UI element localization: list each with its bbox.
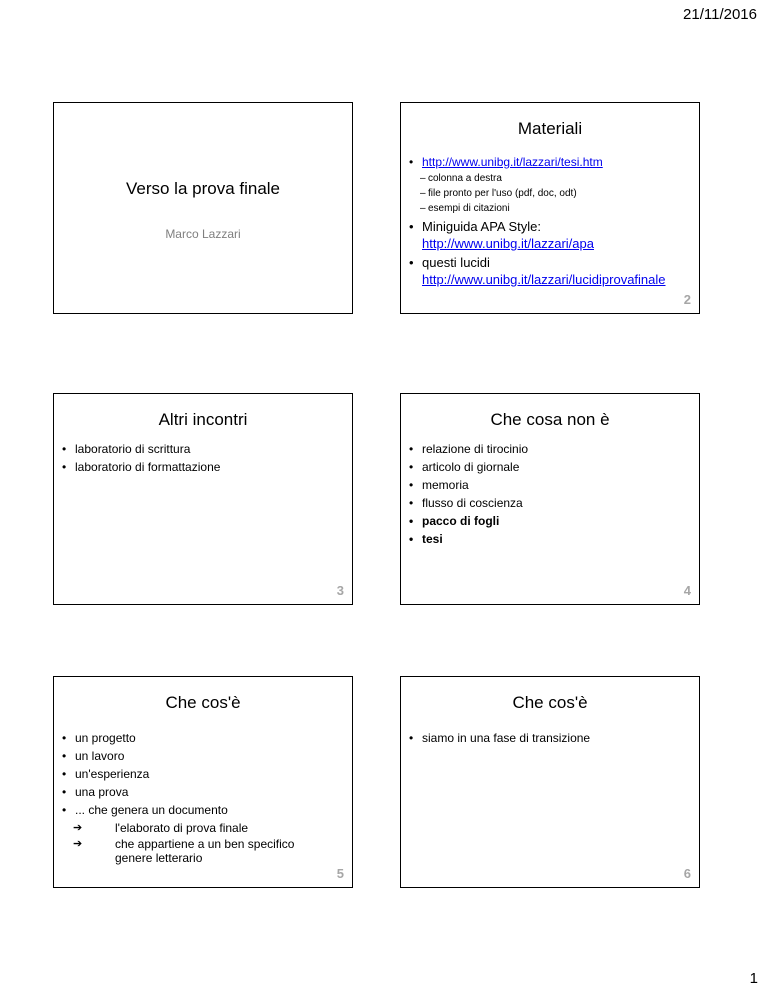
slide-title: Che cos'è bbox=[165, 693, 241, 712]
slide-1 bbox=[53, 102, 353, 314]
slide-title: Materiali bbox=[517, 119, 583, 138]
list-item: • relazione di tirocinio bbox=[408, 440, 695, 458]
list-item: • memoria bbox=[408, 476, 695, 494]
header-date: 21/11/2016 bbox=[683, 6, 757, 23]
bullet-list bbox=[408, 153, 695, 288]
list-item: • un'esperienza bbox=[61, 765, 348, 783]
link[interactable]: http://www.unibg.it/lazzari/apa bbox=[422, 236, 594, 251]
slide-number: 2 bbox=[683, 292, 691, 307]
slide-number: 6 bbox=[683, 866, 691, 881]
list-item: • tesi bbox=[408, 530, 695, 548]
slide-5 bbox=[53, 676, 353, 888]
list-item: • flusso di coscienza bbox=[408, 494, 695, 512]
bullet-list bbox=[408, 440, 695, 548]
list-item bbox=[408, 254, 695, 288]
bullet-list bbox=[61, 729, 348, 865]
slide-title: Altri incontri bbox=[158, 410, 248, 429]
list-item: • un lavoro bbox=[61, 747, 348, 765]
list-item: • una prova bbox=[61, 783, 348, 801]
slide-6 bbox=[400, 676, 700, 888]
list-item: • siamo in una fase di transizione bbox=[408, 729, 695, 747]
slide-title: Verso la prova finale bbox=[125, 179, 281, 198]
link[interactable]: http://www.unibg.it/lazzari/tesi.htm bbox=[422, 155, 603, 169]
slide-number: 5 bbox=[336, 866, 344, 881]
list-item: • laboratorio di formattazione bbox=[61, 458, 348, 476]
list-item: • un progetto bbox=[61, 729, 348, 747]
slide-2 bbox=[400, 102, 700, 314]
list-item bbox=[408, 218, 695, 252]
list-item: • ... che genera un documento bbox=[61, 801, 348, 819]
bullet-list bbox=[408, 729, 695, 747]
list-item: – file pronto per l'uso (pdf, doc, odt) bbox=[408, 186, 695, 201]
list-item[interactable] bbox=[408, 153, 695, 171]
item-text: questi lucidi bbox=[422, 255, 490, 270]
list-item: – colonna a destra bbox=[408, 171, 695, 186]
list-item: • laboratorio di scrittura bbox=[61, 440, 348, 458]
link[interactable]: http://www.unibg.it/lazzari/lucidiprovafinale bbox=[422, 272, 666, 287]
list-item: • pacco di fogli bbox=[408, 512, 695, 530]
slide-4 bbox=[400, 393, 700, 605]
slide-number: 4 bbox=[683, 583, 691, 598]
list-item: ➔ che appartiene a un ben specifico genere letterario bbox=[61, 837, 348, 865]
list-item: • articolo di giornale bbox=[408, 458, 695, 476]
slide-title: Che cos'è bbox=[512, 693, 588, 712]
page-number: 1 bbox=[749, 970, 758, 987]
bullet-list bbox=[61, 440, 348, 476]
item-text: Miniguida APA Style: bbox=[422, 219, 541, 234]
list-item: – esempi di citazioni bbox=[408, 201, 695, 216]
list-item: ➔ l'elaborato di prova finale bbox=[61, 821, 348, 835]
slide-number: 3 bbox=[336, 583, 344, 598]
slide-3 bbox=[53, 393, 353, 605]
slide-title: Che cosa non è bbox=[490, 410, 610, 429]
slide-author: Marco Lazzari bbox=[165, 227, 241, 241]
